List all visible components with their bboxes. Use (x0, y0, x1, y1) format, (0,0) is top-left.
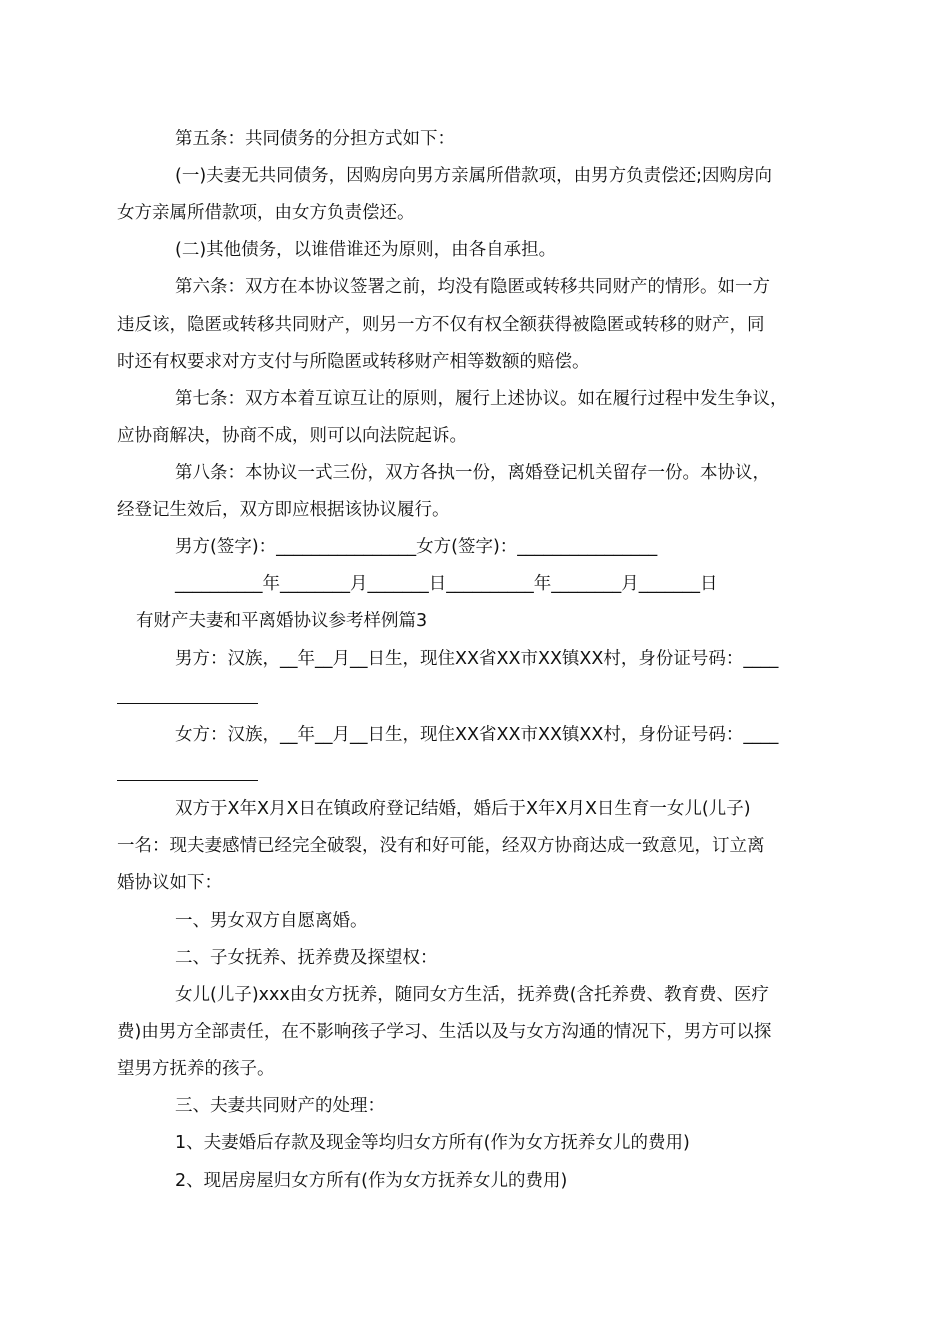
paragraph-line: 应协商解决，协商不成，则可以向法院起诉。 (117, 426, 467, 446)
paragraph-line: 违反该，隐匿或转移共同财产，则另一方不仅有权全额获得被隐匿或转移的财产，同 (117, 315, 765, 335)
paragraph-line: 女方：汉族，__年__月__日生，现住XX省XX市XX镇XX村，身份证号码：____ (175, 725, 779, 745)
paragraph-line: 时还有权要求对方支付与所隐匿或转移财产相等数额的赔偿。 (117, 352, 590, 372)
id-number-blank (117, 780, 258, 781)
paragraph-line: 第六条：双方在本协议签署之前，均没有隐匿或转移共同财产的情形。如一方 (175, 277, 770, 297)
paragraph-line: 第七条：双方本着互谅互让的原则，履行上述协议。如在履行过程中发生争议， (175, 389, 788, 409)
paragraph-line: 经登记生效后，双方即应根据该协议履行。 (117, 500, 450, 520)
paragraph-line: 女儿(儿子)xxx由女方抚养，随同女方生活，抚养费(含托养费、教育费、医疗 (175, 985, 770, 1005)
paragraph-line: 望男方抚养的孩子。 (117, 1059, 275, 1079)
section-title: 有财产夫妻和平离婚协议参考样例篇3 (136, 611, 428, 631)
paragraph-line: (一)夫妻无共同债务，因购房向男方亲属所借款项，由男方负责偿还;因购房向 (175, 166, 773, 186)
paragraph-line: 第五条：共同债务的分担方式如下： (175, 129, 455, 149)
paragraph-line: 1、夫妻婚后存款及现金等均归女方所有(作为女方抚养女儿的费用) (175, 1133, 690, 1153)
paragraph-line: 一名：现夫妻感情已经完全破裂，没有和好可能，经双方协商达成一致意见，订立离 (117, 836, 765, 856)
paragraph-line: 三、夫妻共同财产的处理： (175, 1096, 385, 1116)
paragraph-line: (二)其他债务，以谁借谁还为原则，由各自承担。 (175, 240, 557, 260)
paragraph-line: 双方于X年X月X日在镇政府登记结婚，婚后于X年X月X日生育一女儿(儿子) (175, 799, 751, 819)
paragraph-line: 一、男女双方自愿离婚。 (175, 911, 368, 931)
paragraph-line: 女方亲属所借款项，由女方负责偿还。 (117, 203, 415, 223)
paragraph-line: 二、子女抚养、抚养费及探望权： (175, 948, 438, 968)
paragraph-line: 费)由男方全部责任，在不影响孩子学习、生活以及与女方沟通的情况下，男方可以探 (117, 1022, 772, 1042)
paragraph-line: 第八条：本协议一式三份，双方各执一份，离婚登记机关留存一份。本协议， (175, 463, 770, 483)
date-line: __________年________月_______日__________年________月_______日 (175, 574, 718, 594)
paragraph-line: 婚协议如下： (117, 873, 222, 893)
paragraph-line: 男方：汉族，__年__月__日生，现住XX省XX市XX镇XX村，身份证号码：____ (175, 649, 779, 669)
signature-line: 男方(签字)：________________女方(签字)：________________ (175, 537, 658, 557)
id-number-blank (117, 703, 258, 704)
paragraph-line: 2、现居房屋归女方所有(作为女方抚养女儿的费用) (175, 1171, 568, 1191)
